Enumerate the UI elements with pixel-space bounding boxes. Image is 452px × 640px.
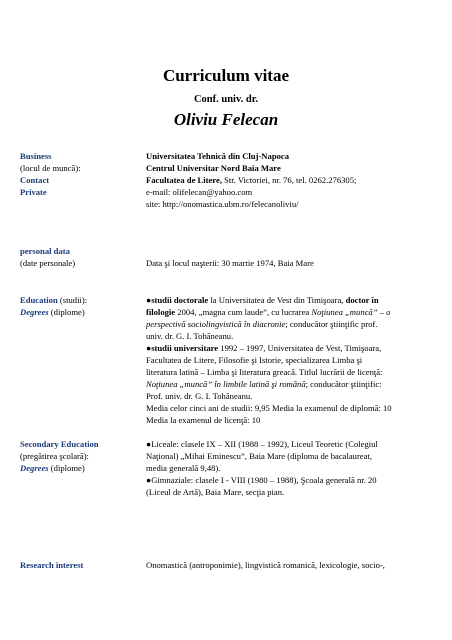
univ-line-2: Facultatea de Litere, Filosofie şi Istorie, specializarea Limba şi xyxy=(146,355,363,365)
highschool-line-1: ●Liceale: clasele IX – XII (1988 – 1992), Liceul Teoretic (Colegiul xyxy=(146,439,378,449)
univ-text-1: 1992 – 1997, Universitatea de Vest, Timişoara, xyxy=(218,343,382,353)
contact-label: Contact xyxy=(20,175,50,185)
business-label-ro: (locul de muncă): xyxy=(20,163,81,173)
univ-heading: ●studii universitare xyxy=(146,343,219,353)
doctoral-line-1 xyxy=(146,294,437,306)
doctoral-text-1: la Universitatea de Vest din Timişoara, xyxy=(208,295,346,305)
business-values xyxy=(146,150,437,210)
personal-data-label-ro: (date personale) xyxy=(20,258,76,268)
research-values xyxy=(146,559,437,571)
page-title: Curriculum vitae xyxy=(162,66,290,85)
doctoral-line-4: univ. dr. G. I. Tohăneanu. xyxy=(146,331,234,341)
email-text[interactable]: e-mail: olifelecan@yahoo.com xyxy=(146,187,253,197)
university-name: Universitatea Tehnică din Cluj-Napoca xyxy=(146,151,290,161)
site-link[interactable]: site: http://onomastica.ubm.ro/felecanoliviu/ xyxy=(146,199,299,209)
filologie-text: filologie xyxy=(146,307,176,317)
gymnasium-line-2: (Liceul de Artă), Baia Mare, secţia pian. xyxy=(146,487,285,497)
degrees-label: Degrees xyxy=(20,307,49,317)
secondary-labels xyxy=(20,438,138,474)
education-values xyxy=(146,294,437,426)
person-name: Oliviu Felecan xyxy=(173,110,279,129)
secondary-label-ro: (pregătirea şcolară): xyxy=(20,451,89,461)
academic-title: Conf. univ. dr. xyxy=(193,94,259,105)
univ-line-5: Prof. univ. dr. G. I. Tohăneanu. xyxy=(146,391,253,401)
business-label: Business xyxy=(20,151,52,161)
doctoral-text-3: ; conducător ştiinţific prof. xyxy=(285,319,378,329)
education-label-line xyxy=(20,294,138,306)
center-name: Centrul Universitar Nord Baia Mare xyxy=(146,163,281,173)
univ-line-3: literatura latină – Limba şi literatura greacă. Titlul lucrării de licenţă: xyxy=(146,367,383,377)
education-label: Education xyxy=(20,295,58,305)
univ-line-4 xyxy=(146,378,437,390)
thesis-title-a: Noţiunea „muncă” – o xyxy=(311,307,391,317)
personal-labels xyxy=(20,245,138,269)
gymnasium-line-1: ●Gimnaziale: clasele I - VIII (1980 – 1988), Şcoala generală nr. 20 xyxy=(146,475,377,485)
secondary-degrees-line xyxy=(20,462,138,474)
education-label-ro: (studii): xyxy=(57,295,88,305)
highschool-line-2: Naţional) „Mihai Eminescu”, Baia Mare (diploma de bacalaureat, xyxy=(146,451,372,461)
doctoral-heading: ●studii doctorale xyxy=(146,295,209,305)
secondary-degrees-label: Degrees xyxy=(20,463,49,473)
highschool-line-3: media generală 9,48). xyxy=(146,463,221,473)
secondary-label: Secondary Education xyxy=(20,439,99,449)
license-title: Noţiunea „muncă” în limbile latină şi română xyxy=(146,379,306,389)
doctoral-line-2 xyxy=(146,306,437,318)
research-labels xyxy=(20,559,138,571)
doctoral-text-2: 2004, „magna cum laude”, cu lucrarea xyxy=(175,307,312,317)
birth-info: Data şi locul naşterii: 30 martie 1974, Baia Mare xyxy=(146,258,314,268)
faculty-name: Facultatea de Litere, xyxy=(146,175,222,185)
doctoral-line-3 xyxy=(146,318,437,330)
secondary-degrees-label-ro: (diplome) xyxy=(48,463,85,473)
degrees-label-ro: (diplome) xyxy=(48,307,85,317)
secondary-values xyxy=(146,438,437,498)
univ-text-4: ; conducător ştiinţific: xyxy=(305,379,382,389)
private-label: Private xyxy=(20,187,47,197)
doctor-in-text: doctor în xyxy=(345,295,379,305)
univ-line-1 xyxy=(146,342,437,354)
faculty-address xyxy=(146,174,437,186)
research-text: Onomastică (antroponimie), lingvistică romanică, lexicologie, socio-, xyxy=(146,560,385,570)
address-text: Str. Victoriei, nr. 76, tel. 0262.276305; xyxy=(221,175,357,185)
average-line-1: Media celor cinci ani de studii: 9,95 Media la examenul de diplomă: 10 xyxy=(146,403,392,413)
business-labels xyxy=(20,150,138,198)
average-line-2: Media la examenul de licenţă: 10 xyxy=(146,415,261,425)
research-label: Research interest xyxy=(20,560,84,570)
education-labels xyxy=(20,294,138,318)
personal-values xyxy=(146,257,437,269)
personal-data-label: personal data xyxy=(20,246,70,256)
degrees-label-line xyxy=(20,306,138,318)
thesis-title-b: perspectivă sociolingvistică în diacronie xyxy=(146,319,286,329)
